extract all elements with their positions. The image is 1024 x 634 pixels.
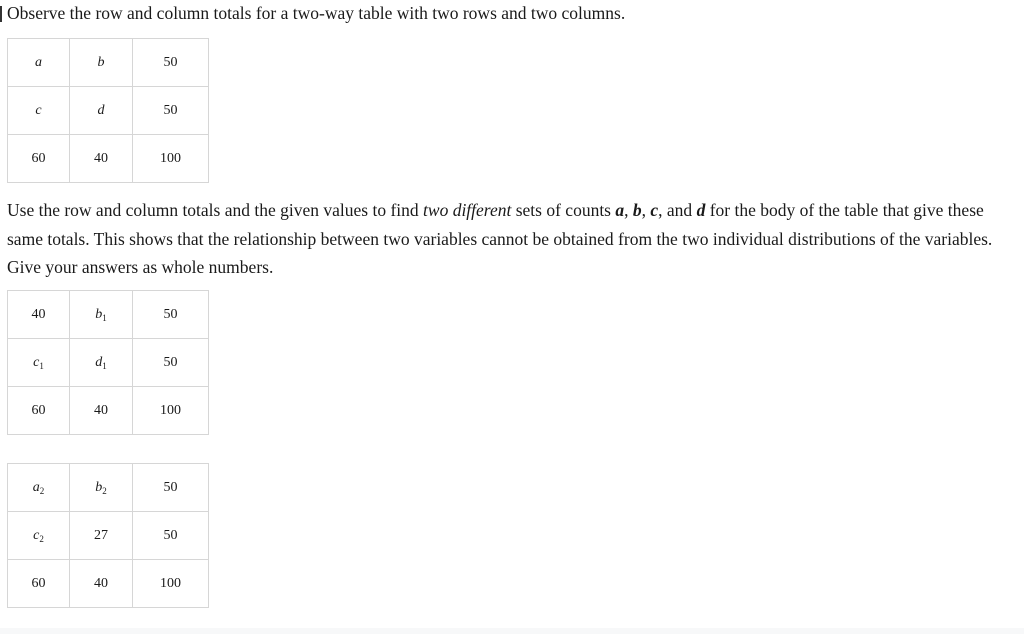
instructions-text: for the body of the table that give these same totals. This shows that the relationship between two variables cannot be obtained from the two individual distributions of the variables. Give your answers as whole numbers. <box>7 200 993 277</box>
row-total-1: 50 <box>133 39 209 87</box>
answer-cell-a2[interactable] <box>8 464 70 512</box>
table-row <box>8 464 209 512</box>
grand-total: 100 <box>133 387 209 435</box>
column-total-1: 60 <box>8 135 70 183</box>
column-total-2: 40 <box>70 560 133 608</box>
instructions-emphasis: two different <box>423 200 512 220</box>
question-intro: Observe the row and column totals for a two-way table with two rows and two columns. <box>7 3 626 23</box>
table-row <box>8 339 209 387</box>
row-total-1: 50 <box>133 464 209 512</box>
variable-a: a <box>32 479 40 495</box>
table-row <box>8 39 209 87</box>
subscript: 2 <box>39 485 45 496</box>
table-row <box>8 560 209 608</box>
variable-b: b <box>632 200 642 220</box>
answer-cell-d1[interactable] <box>70 339 133 387</box>
separator: , and <box>658 200 697 220</box>
cell-d: d <box>70 87 133 135</box>
separator: , <box>641 200 651 220</box>
column-total-1: 60 <box>8 387 70 435</box>
cell-a: a <box>8 39 70 87</box>
instructions-paragraph <box>7 196 1019 282</box>
table-row <box>8 291 209 339</box>
cell-b: b <box>70 39 133 87</box>
left-edge-mark <box>0 6 2 22</box>
answer-table-1 <box>7 290 209 435</box>
variable-d: d <box>696 200 706 220</box>
instructions-text: sets of counts <box>511 200 616 220</box>
row-total-2: 50 <box>133 87 209 135</box>
row-total-1: 50 <box>133 291 209 339</box>
column-total-2: 40 <box>70 387 133 435</box>
subscript: 1 <box>102 312 107 323</box>
variable-c: c <box>33 527 40 543</box>
separator: , <box>624 200 633 220</box>
row-total-2: 50 <box>133 512 209 560</box>
instructions-text: Use the row and column totals and the given values to find <box>7 200 424 220</box>
bottom-divider <box>0 628 1024 634</box>
subscript: 2 <box>102 485 107 496</box>
answer-table-2 <box>7 463 209 608</box>
variable-a: a <box>615 200 625 220</box>
variable-b: b <box>95 479 103 495</box>
column-total-1: 60 <box>8 560 70 608</box>
table-row <box>8 512 209 560</box>
grand-total: 100 <box>133 560 209 608</box>
answer-cell-b2[interactable] <box>70 464 133 512</box>
subscript: 1 <box>102 360 107 371</box>
variable-b: b <box>95 306 103 322</box>
table-row <box>8 87 209 135</box>
variable-d: d <box>95 354 103 370</box>
answer-cell-c2[interactable] <box>8 512 70 560</box>
cell-c: c <box>8 87 70 135</box>
answer-cell-d2: 27 <box>70 512 133 560</box>
table-row <box>8 387 209 435</box>
variable-c: c <box>650 200 659 220</box>
row-total-2: 50 <box>133 339 209 387</box>
subscript: 1 <box>39 360 44 371</box>
subscript: 2 <box>39 533 44 544</box>
answer-cell-c1[interactable] <box>8 339 70 387</box>
grand-total: 100 <box>133 135 209 183</box>
given-two-way-table <box>7 38 209 183</box>
answer-cell-b1[interactable] <box>70 291 133 339</box>
variable-c: c <box>33 354 40 370</box>
answer-cell-a1: 40 <box>8 291 70 339</box>
column-total-2: 40 <box>70 135 133 183</box>
table-row <box>8 135 209 183</box>
